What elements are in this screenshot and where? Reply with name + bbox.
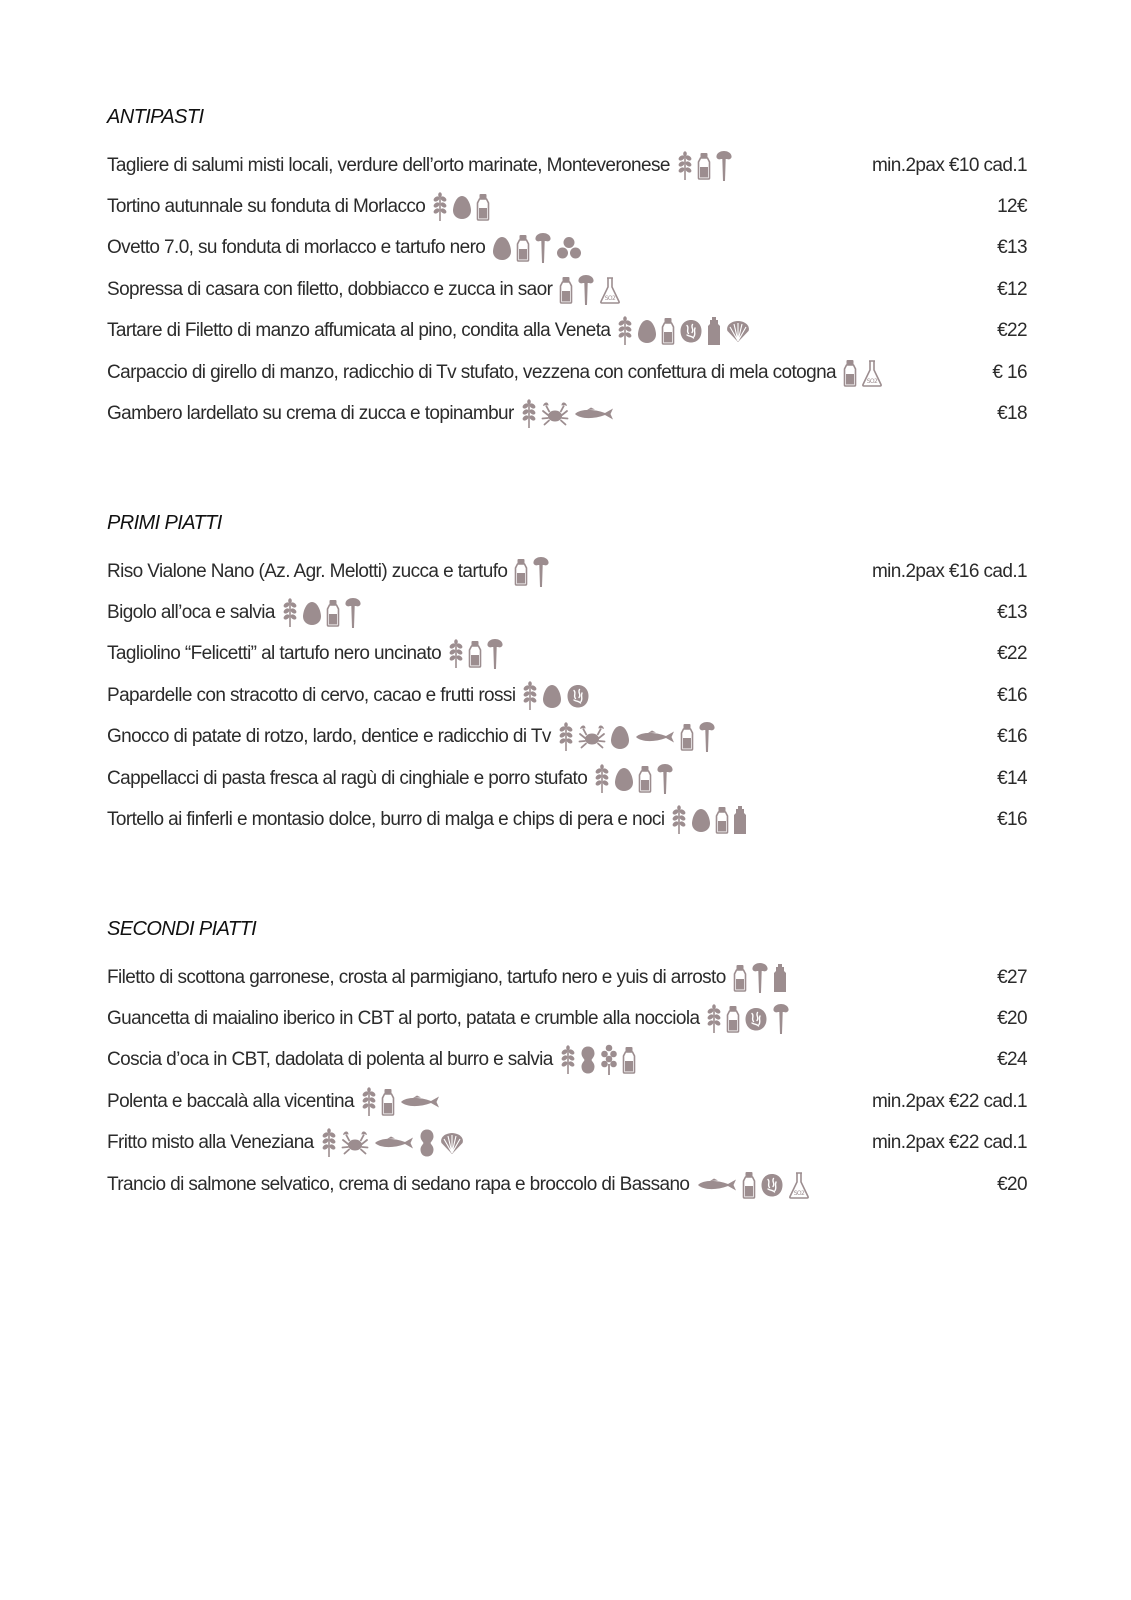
mustard-bottle-icon bbox=[773, 963, 787, 993]
milk-bottle-icon bbox=[638, 765, 652, 793]
dish-name: Tagliere di salumi misti locali, verdure dell’orto marinate, Monteveronese bbox=[107, 154, 670, 176]
shellfish-icon bbox=[725, 319, 751, 343]
wheat-icon bbox=[522, 681, 538, 711]
menu-item-list bbox=[107, 145, 1027, 435]
wheat-icon bbox=[448, 639, 464, 669]
milk-bottle-icon bbox=[381, 1088, 395, 1116]
menu-item bbox=[107, 957, 1027, 998]
dish-name: Fritto misto alla Veneziana bbox=[107, 1132, 314, 1154]
fish-icon bbox=[634, 730, 676, 744]
dish-name: Gnocco di patate di rotzo, lardo, dentice e radicchio di Tv bbox=[107, 726, 551, 748]
dish-name: Coscia d’oca in CBT, dadolata di polenta al burro e salvia bbox=[107, 1049, 553, 1071]
menu-item bbox=[107, 269, 1027, 310]
menu-item bbox=[107, 717, 1027, 758]
egg-icon bbox=[610, 724, 630, 750]
allergen-icons bbox=[733, 962, 787, 994]
allergen-icons bbox=[558, 721, 716, 753]
allergen-icons bbox=[522, 681, 590, 711]
milk-bottle-icon bbox=[622, 1046, 636, 1074]
menu-item bbox=[107, 186, 1027, 227]
wheat-icon bbox=[671, 805, 687, 835]
wheat-icon bbox=[558, 722, 574, 752]
wheat-icon bbox=[560, 1045, 576, 1075]
dish-name: Papardelle con stracotto di cervo, cacao e frutti rossi bbox=[107, 684, 516, 706]
allergen-icons bbox=[671, 805, 747, 835]
lupin-icon bbox=[600, 1044, 618, 1076]
menu-item bbox=[107, 799, 1027, 840]
dish-name: Ovetto 7.0, su fonduta di morlacco e tartufo nero bbox=[107, 237, 486, 259]
celery-icon bbox=[715, 150, 733, 182]
egg-icon bbox=[614, 766, 634, 792]
milk-bottle-icon bbox=[680, 723, 694, 751]
allergen-icons bbox=[594, 763, 674, 795]
dish-price: min.2pax €10 cad.1 bbox=[871, 154, 1027, 176]
menu-item bbox=[107, 1040, 1027, 1081]
dish-price: €13 bbox=[997, 237, 1027, 259]
dish-name: Cappellacci di pasta fresca al ragù di cinghiale e porro stufato bbox=[107, 767, 588, 789]
celery-icon bbox=[532, 556, 550, 588]
allergen-icons bbox=[560, 1044, 636, 1076]
egg-icon bbox=[637, 318, 657, 344]
dish-price: min.2pax €16 cad.1 bbox=[871, 560, 1027, 582]
menu-item bbox=[107, 228, 1027, 269]
crab-icon bbox=[541, 401, 569, 427]
dish-price: €24 bbox=[997, 1049, 1027, 1071]
allergen-icons bbox=[514, 556, 550, 588]
milk-bottle-icon bbox=[726, 1005, 740, 1033]
menu-item bbox=[107, 311, 1027, 352]
menu-item bbox=[107, 352, 1027, 393]
mustard-bottle-icon bbox=[707, 316, 721, 346]
menu-item bbox=[107, 675, 1027, 716]
wheat-icon bbox=[321, 1128, 337, 1158]
menu-item bbox=[107, 551, 1027, 592]
milk-bottle-icon bbox=[326, 599, 340, 627]
section-primi-piatti bbox=[107, 510, 1027, 841]
celery-icon bbox=[344, 597, 362, 629]
dish-name: Sopressa di casara con filetto, dobbiacco e zucca in saor bbox=[107, 278, 553, 300]
section-title: SECONDI PIATTI bbox=[107, 918, 257, 940]
egg-icon bbox=[542, 683, 562, 709]
milk-bottle-icon bbox=[661, 317, 675, 345]
celery-icon bbox=[772, 1003, 790, 1035]
section-antipasti bbox=[107, 104, 1027, 435]
milk-bottle-icon bbox=[516, 234, 530, 262]
crab-icon bbox=[341, 1130, 369, 1156]
egg-icon bbox=[452, 194, 472, 220]
allergen-icons bbox=[617, 316, 751, 346]
allergen-icons bbox=[677, 150, 733, 182]
menu-item bbox=[107, 393, 1027, 434]
menu-item bbox=[107, 592, 1027, 633]
celery-icon bbox=[656, 763, 674, 795]
wheat-icon bbox=[521, 399, 537, 429]
crab-icon bbox=[578, 724, 606, 750]
dish-name: Filetto di scottona garronese, crosta al parmigiano, tartufo nero e yuis di arrosto bbox=[107, 966, 726, 988]
allergen-icons bbox=[432, 192, 490, 222]
dish-name: Tartare di Filetto di manzo affumicata al pino, condita alla Veneta bbox=[107, 320, 611, 342]
menu-item-list bbox=[107, 551, 1027, 841]
dish-name: Carpaccio di girello di manzo, radicchio di Tv stufato, vezzena con confettura di mela cotogna bbox=[107, 361, 837, 383]
peanut-icon bbox=[580, 1045, 596, 1075]
mustard-bottle-icon bbox=[733, 805, 747, 835]
dish-price: €18 bbox=[997, 403, 1027, 425]
milk-bottle-icon bbox=[742, 1171, 756, 1199]
egg-icon bbox=[302, 600, 322, 626]
allergen-icons bbox=[843, 359, 883, 387]
section-title: PRIMI PIATTI bbox=[107, 512, 222, 534]
sulphite-flask-icon bbox=[788, 1171, 810, 1199]
wheat-icon bbox=[361, 1087, 377, 1117]
fish-icon bbox=[399, 1095, 441, 1109]
dish-name: Tortino autunnale su fonduta di Morlacco bbox=[107, 196, 426, 218]
dish-price: €13 bbox=[997, 602, 1027, 624]
milk-bottle-icon bbox=[559, 276, 573, 304]
shellfish-icon bbox=[439, 1131, 465, 1155]
allergen-icons bbox=[282, 597, 362, 629]
milk-bottle-icon bbox=[733, 964, 747, 992]
celery-icon bbox=[486, 638, 504, 670]
dish-price: €12 bbox=[997, 278, 1027, 300]
fish-icon bbox=[573, 407, 615, 421]
menu-item-list bbox=[107, 957, 1027, 1205]
wheat-icon bbox=[677, 151, 693, 181]
section-title: ANTIPASTI bbox=[107, 106, 204, 128]
dish-price: min.2pax €22 cad.1 bbox=[871, 1090, 1027, 1112]
fish-icon bbox=[696, 1178, 738, 1192]
menu-item bbox=[107, 634, 1027, 675]
dish-price: €22 bbox=[997, 643, 1027, 665]
wheat-icon bbox=[706, 1004, 722, 1034]
dish-price: €20 bbox=[997, 1173, 1027, 1195]
milk-bottle-icon bbox=[476, 193, 490, 221]
dish-price: €16 bbox=[997, 809, 1027, 831]
dish-name: Bigolo all’oca e salvia bbox=[107, 602, 275, 624]
dish-name: Tagliolino “Felicetti” al tartufo nero uncinato bbox=[107, 643, 442, 665]
menu-item bbox=[107, 145, 1027, 186]
dish-price: €22 bbox=[997, 320, 1027, 342]
dish-name: Gambero lardellato su crema di zucca e topinambur bbox=[107, 403, 514, 425]
dish-price: €27 bbox=[997, 966, 1027, 988]
celery-icon bbox=[751, 962, 769, 994]
dish-name: Riso Vialone Nano (Az. Agr. Melotti) zucca e tartufo bbox=[107, 560, 508, 582]
wheat-icon bbox=[617, 316, 633, 346]
dish-name: Trancio di salmone selvatico, crema di sedano rapa e broccolo di Bassano bbox=[107, 1173, 690, 1195]
svg-text:SO2: SO2 bbox=[605, 294, 616, 302]
dish-price: min.2pax €22 cad.1 bbox=[871, 1132, 1027, 1154]
menu-item bbox=[107, 1081, 1027, 1122]
dish-price: €20 bbox=[997, 1008, 1027, 1030]
milk-bottle-icon bbox=[715, 806, 729, 834]
celery-icon bbox=[698, 721, 716, 753]
dish-price: 12€ bbox=[997, 196, 1027, 218]
nut-icon bbox=[566, 683, 590, 709]
celery-icon bbox=[577, 274, 595, 306]
wheat-icon bbox=[282, 598, 298, 628]
section-secondi-piatti bbox=[107, 916, 1027, 1205]
menu-item bbox=[107, 1164, 1027, 1205]
wheat-icon bbox=[594, 764, 610, 794]
dish-name: Guancetta di maialino iberico in CBT al porto, patata e crumble alla nocciola bbox=[107, 1008, 700, 1030]
egg-icon bbox=[691, 807, 711, 833]
allergen-icons bbox=[492, 232, 582, 264]
allergen-icons bbox=[448, 638, 504, 670]
menu-item bbox=[107, 1123, 1027, 1164]
sulphite-flask-icon bbox=[599, 276, 621, 304]
nut-icon bbox=[679, 318, 703, 344]
milk-bottle-icon bbox=[514, 558, 528, 586]
nut-icon bbox=[744, 1006, 768, 1032]
menu-item bbox=[107, 998, 1027, 1039]
svg-text:SO2: SO2 bbox=[794, 1189, 805, 1197]
dish-name: Polenta e baccalà alla vicentina bbox=[107, 1090, 354, 1112]
dish-price: €16 bbox=[997, 684, 1027, 706]
allergen-icons bbox=[521, 399, 615, 429]
allergen-icons bbox=[361, 1087, 441, 1117]
dish-name: Tortello ai finferli e montasio dolce, burro di malga e chips di pera e noci bbox=[107, 809, 665, 831]
egg-icon bbox=[492, 235, 512, 261]
fish-icon bbox=[373, 1136, 415, 1150]
wheat-icon bbox=[432, 192, 448, 222]
allergen-icons bbox=[321, 1128, 465, 1158]
allergen-icons bbox=[559, 274, 621, 306]
dish-price: €14 bbox=[997, 767, 1027, 789]
milk-bottle-icon bbox=[468, 640, 482, 668]
menu-item bbox=[107, 758, 1027, 799]
sulphite-flask-icon bbox=[861, 359, 883, 387]
dish-price: €16 bbox=[997, 726, 1027, 748]
menu-page bbox=[107, 0, 1027, 1600]
soy-icon bbox=[556, 236, 582, 260]
peanut-icon bbox=[419, 1128, 435, 1158]
nut-icon bbox=[760, 1172, 784, 1198]
milk-bottle-icon bbox=[697, 152, 711, 180]
allergen-icons bbox=[706, 1003, 790, 1035]
milk-bottle-icon bbox=[843, 359, 857, 387]
svg-text:SO2: SO2 bbox=[866, 377, 878, 385]
dish-price: € 16 bbox=[992, 361, 1027, 383]
allergen-icons bbox=[696, 1171, 810, 1199]
celery-icon bbox=[534, 232, 552, 264]
